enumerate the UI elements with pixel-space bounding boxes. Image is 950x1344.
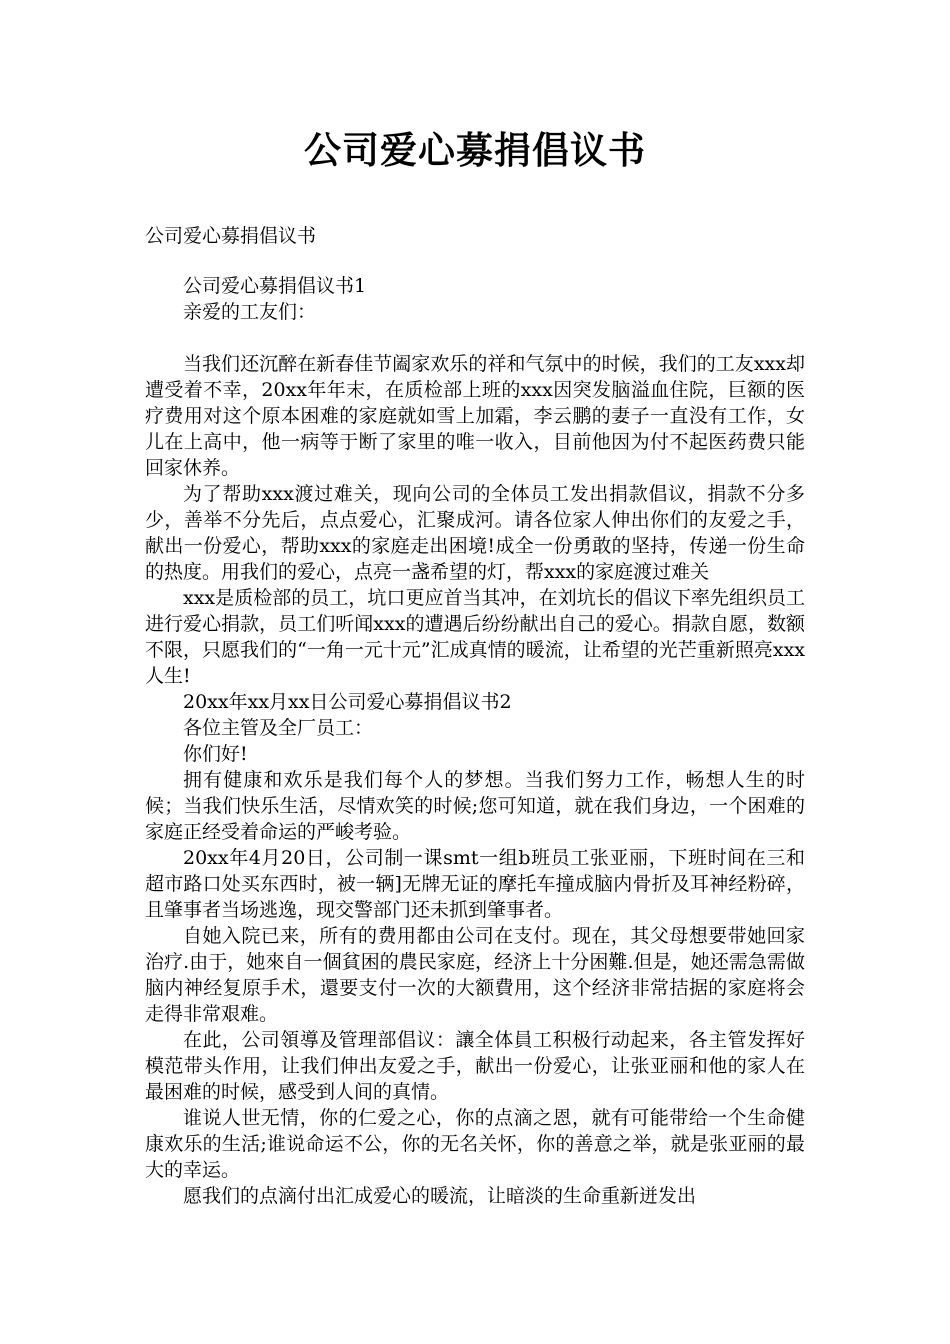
body-paragraph: 为了帮助xxx渡过难关，现向公司的全体员工发出捐款倡议，捐款不分多少，善举不分先后，点点爱心，汇聚成河。请各位家人伸出你们的友爱之手，献出一份爱心，帮助xxx的家庭走出困境!成全一份勇敢的坚持，传递一份生命的热度。用我们的爱心，点亮一盏希望的灯，帮xxx的家庭渡过难关: [145, 483, 805, 583]
body-paragraph: xxx是质检部的员工，坑口更应首当其冲，在刘坑长的倡议下率先组织员工进行爱心捐款，员工们听闻xxx的遭遇后纷纷献出自己的爱心。捐款自愿，数额不限，只愿我们的“一角一元十元”汇成真情的暖流，让希望的光芒重新照亮xxx人生!: [145, 587, 805, 687]
body-paragraph: 20xx年4月20日，公司制一课smt一组b班员工张亚丽，下班时间在三和超市路口处买东西时，被一辆]无牌无证的摩托车撞成脑内骨折及耳神经粉碎，且肇事者当场逃逸，现交警部门还未抓到肇事者。: [145, 847, 805, 921]
section-heading: 20xx年xx月xx日公司爱心募捐倡议书2: [183, 691, 512, 713]
body-paragraph: 当我们还沉醉在新春佳节阖家欢乐的祥和气氛中的时候，我们的工友xxx却遭受着不幸，20xx年年末，在质检部上班的xxx因突发脑溢血住院，巨额的医疗费用对这个原本困难的家庭就如雪上加霜，李云鹏的妻子一直没有工作，女儿在上高中，他一病等于断了家里的唯一收入，目前他因为付不起医药费只能回家休养。: [145, 353, 805, 479]
body-paragraph: 谁说人世无情，你的仁爱之心，你的点滴之恩，就有可能带给一个生命健康欢乐的生活;谁说命运不公，你的无名关怀，你的善意之举，就是张亚丽的最大的幸运。: [145, 1107, 805, 1181]
document-body: [145, 273, 805, 1209]
document-subtitle: 公司爱心募捐倡议书: [145, 225, 317, 247]
body-paragraph: 自她入院已来，所有的费用都由公司在支付。现在，其父母想要带她回家治疗.由于，她來自一個貧困的農民家庭，经济上十分困難.但是，她还需急需做脑内神经复原手术，還要支付一次的大额費用，这个经济非常拮据的家庭将会走得非常艰难。: [145, 925, 805, 1025]
body-paragraph: 拥有健康和欢乐是我们每个人的梦想。当我们努力工作，畅想人生的时候；当我们快乐生活，尽情欢笑的时候;您可知道，就在我们身边，一个困难的家庭正经受着命运的严峻考验。: [145, 769, 805, 843]
section-heading: 公司爱心募捐倡议书1: [183, 275, 367, 297]
body-paragraph: 在此，公司領導及管理部倡议：讓全体員工积极行动起来，各主管发挥好模范带头作用，让我们伸出友爱之手，献出一份爱心，让张亚丽和他的家人在最困难的时候，感受到人间的真情。: [145, 1029, 805, 1103]
salutation: 各位主管及全厂员工：: [183, 717, 374, 739]
body-paragraph: 愿我们的点滴付出汇成爱心的暖流，让暗淡的生命重新迸发出: [183, 1185, 697, 1207]
page-title: 公司爱心募捐倡议书: [304, 129, 646, 172]
salutation: 亲爱的工友们：: [183, 301, 317, 323]
greeting: 你们好!: [183, 743, 248, 765]
